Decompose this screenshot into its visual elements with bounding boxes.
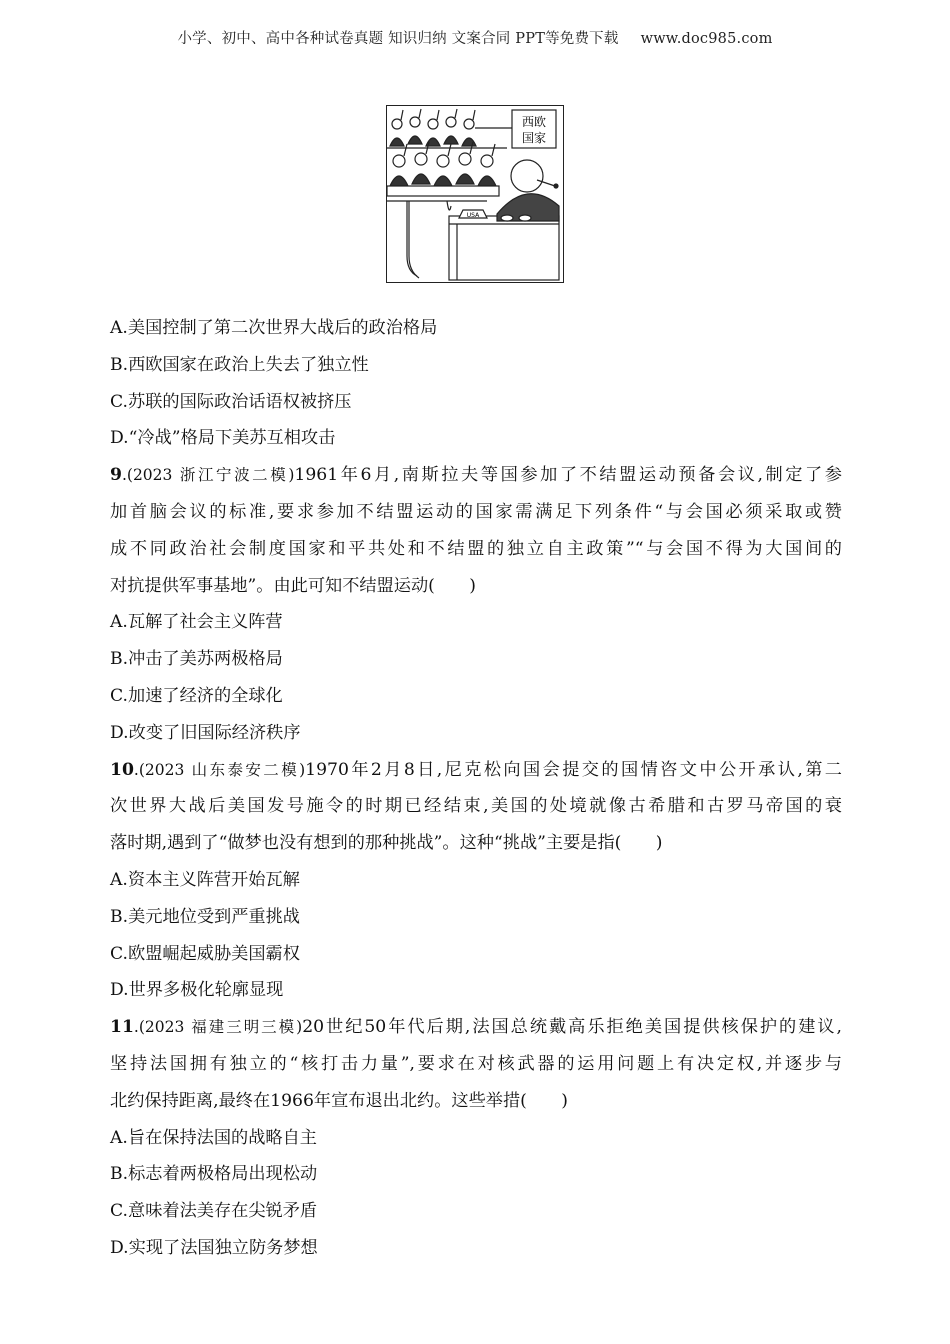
q10-source: .(2023 山东泰安二模): [133, 760, 306, 779]
q9-source: .(2023 浙江宁波二模): [121, 466, 295, 485]
q10-option-c: C.欧盟崛起威胁美国霸权: [110, 943, 300, 964]
q9-stem-line1: [110, 457, 842, 494]
q11-stem-line2: 坚持法国拥有独立的“核打击力量”,要求在对核武器的运用问题上有决定权,并逐步与: [110, 1053, 842, 1074]
header-site: www.doc985.com: [640, 31, 773, 47]
header-text: 小学、初中、高中各种试卷真题 知识归纳 文案合同 PPT等免费下载: [177, 31, 619, 47]
q9-option-d: D.改变了旧国际经济秩序: [110, 722, 301, 743]
q9-option-c: C.加速了经济的全球化: [110, 685, 283, 706]
q8-option-d: D.“冷战”格局下美苏互相攻击: [110, 428, 336, 449]
q11-option-c: C.意味着法美存在尖锐矛盾: [110, 1201, 318, 1222]
q11-option-b: B.标志着两极格局出现松动: [110, 1164, 318, 1185]
q9-stem-line3: 成不同政治社会制度国家和平共处和不结盟的独立自主政策”“与会国不得为大国间的: [110, 538, 842, 559]
q9-option-a: A.瓦解了社会主义阵营: [110, 612, 283, 633]
q10-stem-line2: 次世界大战后美国发号施令的时期已经结束,美国的处境就像古希腊和古罗马帝国的衰: [110, 796, 842, 817]
q10-number: 10: [110, 759, 134, 780]
q10-option-d: D.世界多极化轮廓显现: [110, 980, 284, 1001]
q11-stem-line1: [110, 1009, 842, 1046]
q9-stem-line2: 加首脑会议的标准,要求参加不结盟运动的国家需满足下列条件“与会国必须采取或赞: [110, 501, 842, 522]
question-content: [110, 310, 842, 1267]
q9-stem-line4: 对抗提供军事基地”。由此可知不结盟运动( ): [110, 575, 476, 596]
q10-stem-line3: 落时期,遇到了“做梦也没有想到的那种挑战”。这种“挑战”主要是指( ): [110, 833, 663, 854]
q9-option-b: B.冲击了美苏两极格局: [110, 649, 283, 670]
q10-option-a: A.资本主义阵营开始瓦解: [110, 869, 300, 890]
cartoon-label-line1: 西欧: [521, 115, 547, 129]
q11-option-a: A.旨在保持法国的战略自主: [110, 1127, 317, 1148]
q11-source: .(2023 福建三明三模): [133, 1018, 303, 1037]
q9-number: 9: [110, 465, 122, 486]
cartoon-desk-tag: USA: [466, 212, 480, 219]
q10-text-1: 1970年2月8日,尼克松向国会提交的国情咨文中公开承认,第二: [305, 759, 842, 780]
cartoon-label-line2: 国家: [521, 131, 547, 145]
cartoon-illustration: [387, 106, 562, 281]
q10-option-b: B.美元地位受到严重挑战: [110, 906, 300, 927]
q11-number: 11: [110, 1017, 134, 1038]
q11-option-d: D.实现了法国独立防务梦想: [110, 1237, 318, 1258]
figure-row-top: [390, 109, 476, 146]
figure-row-middle: [390, 142, 496, 186]
q8-option-c: C.苏联的国际政治话语权被挤压: [110, 391, 352, 412]
q8-option-a: A.美国控制了第二次世界大战后的政治格局: [110, 318, 438, 338]
q9-text-1: 1961年6月,南斯拉夫等国参加了不结盟运动预备会议,制定了参: [294, 465, 842, 486]
q8-option-b: B.西欧国家在政治上失去了独立性: [110, 354, 369, 375]
political-cartoon: [386, 105, 564, 283]
q11-stem-line3: 北约保持距离,最终在1966年宣布退出北约。这些举措( ): [110, 1090, 568, 1111]
q10-stem-line1: [110, 752, 842, 789]
q11-text-1: 20世纪50年代后期,法国总统戴高乐拒绝美国提供核保护的建议,: [302, 1017, 842, 1038]
page-header: [0, 27, 950, 48]
